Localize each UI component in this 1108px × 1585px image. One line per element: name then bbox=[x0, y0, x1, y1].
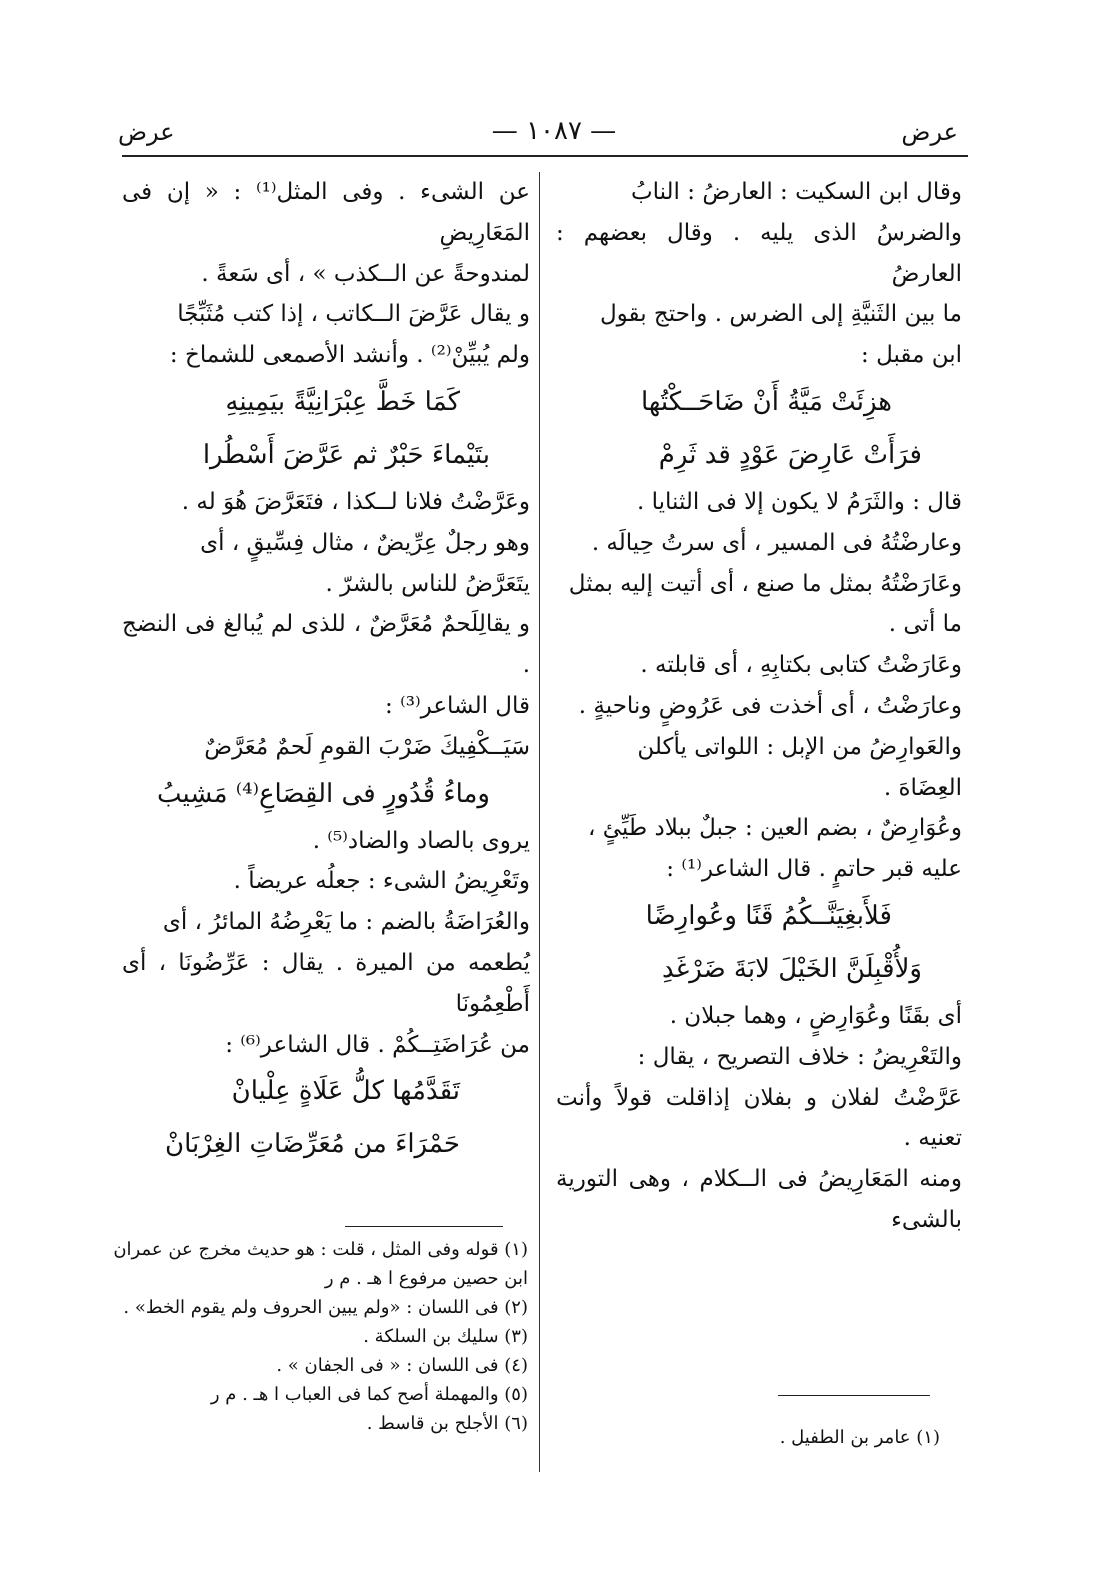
footnote: (٦) الأجلح بن قاسط . bbox=[366, 1413, 528, 1434]
footnote: (٢) فى اللسان : «ولم يبين الحروف ولم يقوم الخط» . bbox=[123, 1297, 528, 1318]
text-line: من عُرَاضَتِــكُمْ . قال الشاعر⁽⁶⁾ : bbox=[225, 1031, 530, 1058]
text-line: قال الشاعر⁽³⁾ : bbox=[385, 692, 530, 719]
footnote: (٥) والمهملة أصح كما فى العباب ا هـ . م ر bbox=[210, 1384, 528, 1405]
text-line: ما بين الثَنيَّةِ إلى الضرس . واحتج بقول bbox=[599, 301, 962, 328]
footnote-rule-right bbox=[778, 1395, 930, 1396]
header-rule bbox=[122, 155, 968, 157]
text-line: والتَعْرِيضُ : خلاف التصريح ، يقال : bbox=[637, 1043, 962, 1070]
text-line: سَيَــكْفِيكَ ضَرْبَ القومِ لَحمٌ مُعَرَّضٌ bbox=[204, 733, 530, 760]
text-line: ومنه المَعَارِيضُ فى الــكلام ، وهى التورية بالشىء bbox=[556, 1166, 962, 1233]
verse-line: فرَأَتْ عَارِضَ عَوْدٍ قد ثَرِمْ bbox=[658, 439, 922, 470]
text-line: ولم يُبيِّنْ⁽²⁾ . وأنشد الأصمعى للشماخ : bbox=[169, 342, 530, 369]
text-line: وقال ابن السكيت : العارضُ : النابُ bbox=[630, 179, 962, 205]
text-line: و يقال عَرَّضَ الــكاتب ، إذا كتب مُثَبِّجًا bbox=[177, 301, 530, 328]
text-line: و يقالِلَحمٌ مُعَرَّضٌ ، للذى لم يُبالغ فى النضج . bbox=[122, 611, 530, 679]
column-divider bbox=[539, 172, 540, 1472]
text-line: ابن مقبل : bbox=[861, 342, 962, 369]
text-line: ما أتى . bbox=[888, 611, 962, 638]
right-column bbox=[556, 172, 962, 1241]
footnote: (٤) فى اللسان : « فى الجفان » . bbox=[276, 1355, 528, 1376]
text-line: يُطعمه من الميرة . يقال : عَرِّضُونَا ، أى أَطْعِمُونَا bbox=[122, 949, 530, 1017]
verse-line: فَلأَبغِيَنَّــكُمُ قَنًا وعُوارِضًا bbox=[645, 900, 892, 931]
verse-line: وماءُ قُدُورٍ فى القِصَاعِ⁽⁴⁾ مَشِيبُ bbox=[157, 778, 490, 809]
text-line: وتَعْرِيضُ الشىء : جعلُه عريضاً . bbox=[233, 868, 530, 895]
verse-line: حَمْرَاءَ من مُعَرِّضَاتِ الغِرْبَانْ bbox=[165, 1129, 460, 1160]
text-line: عن الشىء . وفى المثل⁽¹⁾ : « إن فى المَعَارِيضِ bbox=[122, 179, 530, 246]
footnote-rule-left bbox=[345, 1226, 503, 1227]
running-head-right: عرض bbox=[901, 118, 958, 146]
text-line: عَرَّضْتُ لفلان و بفلان إذاقلت قولاً وأنت تعنيه . bbox=[556, 1084, 962, 1152]
verse-line: هزِئَتْ مَيَّةُ أَنْ ضَاحَــكْتُها bbox=[640, 386, 892, 417]
text-line: وعارَضْتُ ، أى أخذت فى عَرُوضٍ وناحيةٍ . bbox=[578, 692, 962, 719]
page-number: — ١٠٨٧ — bbox=[491, 116, 617, 146]
text-line: قال : والثَرَمُ لا يكون إلا فى الثنايا . bbox=[637, 488, 962, 515]
text-line: وعَارَضْتُ كتابى بكتابِهِ ، أى قابلته . bbox=[640, 652, 962, 679]
text-line: والعَوارِضُ من الإبل : اللواتى يأكلن bbox=[637, 733, 962, 760]
text-line: عليه قبر حاتمٍ . قال الشاعر⁽¹⁾ : bbox=[666, 856, 962, 883]
text-line: وهو رجلٌ عِرِّيضٌ ، مثال فِسِّيقٍ ، أى bbox=[200, 529, 530, 556]
text-line: يتَعَرَّضُ للناس بالشرّ . bbox=[325, 570, 530, 597]
verse-line: بتَيْماءَ حَبْرٌ ثم عَرَّضَ أَسْطُرا bbox=[202, 439, 490, 470]
left-column bbox=[122, 172, 530, 1171]
running-head-left: عرض bbox=[118, 118, 175, 146]
text-line: والعُرَاضَةُ بالضم : ما يَعْرِضُهُ المائرُ ، أى bbox=[162, 909, 530, 936]
text-line: أى بقَنًا وعُوَارِضٍ ، وهما جبلان . bbox=[669, 1002, 962, 1029]
footnote: (٣) سليك بن السلكة . bbox=[363, 1326, 528, 1347]
verse-line: تَقَدَّمُها كلُّ عَلَاةٍ عِلْيانْ bbox=[231, 1076, 460, 1107]
verse-line: كَمَا خَطَّ عِبْرَانِيَّةً بيَمِينِهِ bbox=[225, 386, 460, 417]
footnote: (١) عامر بن الطفيل . bbox=[779, 1427, 940, 1448]
text-line: العِضَاهَ . bbox=[883, 774, 962, 801]
text-line: وعارضْتُهُ فى المسير ، أى سرتُ حِيالَه . bbox=[591, 529, 962, 556]
text-line: وعَارَضْتُهُ بمثل ما صنع ، أى أتيت إليه بمثل bbox=[568, 570, 962, 597]
text-line: وعُوَارِضٌ ، بضم العين : جبلٌ ببلاد طَيِّئٍ ، bbox=[588, 815, 962, 842]
verse-line: وَلأُقْبِلَنَّ الخَيْلَ لابَةَ ضَرْغَدِ bbox=[662, 953, 922, 984]
text-line: لمندوحةً عن الــكذب » ، أى سَعةً . bbox=[201, 260, 530, 287]
footnotes-left bbox=[108, 1235, 528, 1438]
footnote: ابن حصين مرفوع ا هـ . م ر bbox=[324, 1268, 528, 1289]
text-line: والضرسُ الذى يليه . وقال بعضهم : العارضُ bbox=[556, 219, 962, 287]
footnote: (١) قوله وفى المثل ، قلت : هو حديث مخرج عن عمران bbox=[113, 1239, 528, 1260]
text-line: يروى بالصاد والضاد⁽⁵⁾ . bbox=[312, 827, 530, 854]
footnotes-right bbox=[640, 1423, 940, 1452]
text-line: وعَرَّضْتُ فلانا لــكذا ، فتَعَرَّضَ هُوَ له . bbox=[181, 488, 530, 515]
